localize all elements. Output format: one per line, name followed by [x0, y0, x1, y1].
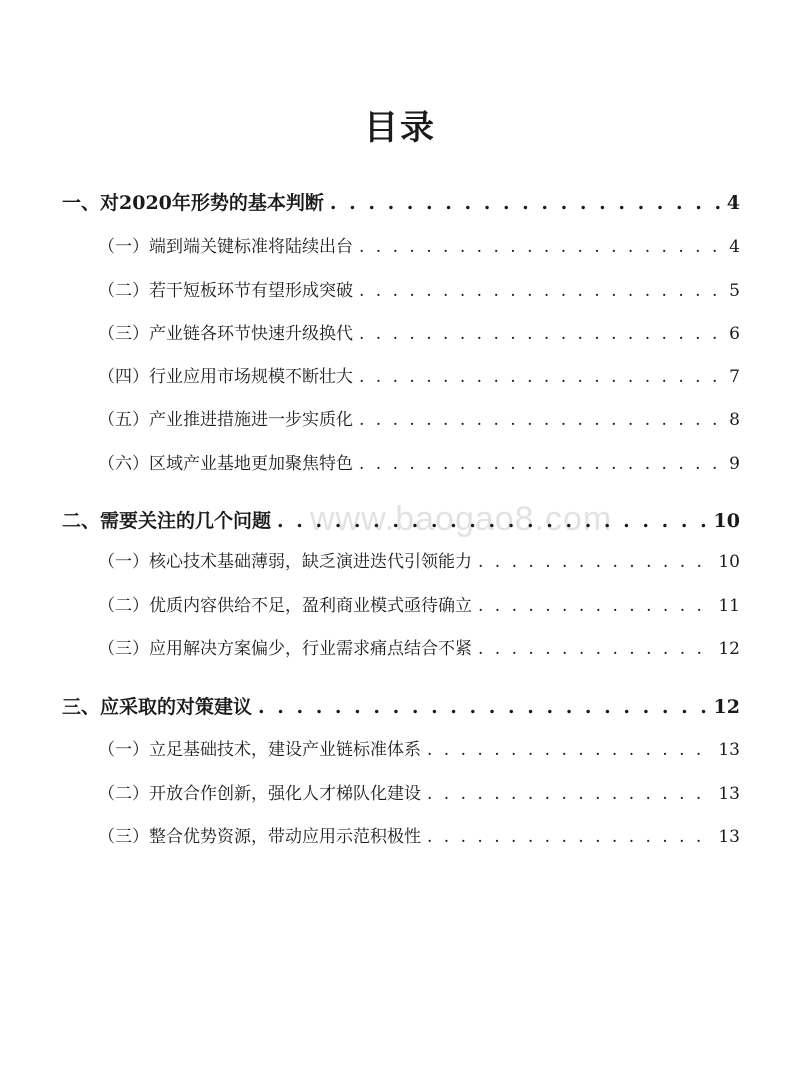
dot-leader [478, 552, 712, 572]
toc-entry-section-2[interactable] [62, 506, 740, 533]
dot-leader [330, 192, 721, 214]
toc-page-number: 12 [713, 696, 740, 718]
toc-entry-label: （二）若干短板环节有望形成突破 [98, 281, 353, 301]
toc-entry-3-3[interactable] [62, 822, 740, 847]
toc-page-number: 5 [729, 281, 740, 301]
dot-leader [277, 510, 708, 532]
dot-leader [427, 740, 712, 760]
toc-entry-label: （一）端到端关键标准将陆续出台 [98, 237, 353, 257]
toc-entry-1-4[interactable] [62, 362, 740, 387]
toc-entry-1-1[interactable] [62, 232, 740, 257]
dot-leader [478, 596, 712, 616]
dot-leader [359, 237, 723, 257]
page-title: 目录 [364, 108, 436, 148]
toc-page-number: 7 [729, 367, 740, 387]
toc-entry-1-2[interactable] [62, 276, 740, 301]
toc-entry-label: （二）开放合作创新，强化人才梯队化建设 [98, 784, 421, 804]
toc-entry-label: （二）优质内容供给不足，盈利商业模式亟待确立 [98, 596, 472, 616]
dot-leader [478, 639, 712, 659]
toc-page-number: 12 [718, 639, 740, 659]
toc-page-number: 6 [729, 324, 740, 344]
toc-page-number: 13 [718, 740, 740, 760]
watermark: www.baogao8.com [310, 500, 613, 538]
toc-entry-2-3[interactable] [62, 634, 740, 659]
toc-entry-3-1[interactable] [62, 735, 740, 760]
dot-leader [359, 454, 723, 474]
toc-entry-label: （一）立足基础技术，建设产业链标准体系 [98, 740, 421, 760]
toc-page-number: 8 [729, 410, 740, 430]
toc-entry-2-1[interactable] [62, 547, 740, 572]
toc-entry-label: 三、应采取的对策建议 [62, 696, 253, 718]
dot-leader [359, 367, 723, 387]
dot-leader [427, 784, 712, 804]
toc-page-number: 9 [729, 454, 740, 474]
toc-entry-section-3[interactable] [62, 692, 740, 719]
toc-entry-label: （一）核心技术基础薄弱，缺乏演进迭代引领能力 [98, 552, 472, 572]
toc-page-number: 4 [729, 237, 740, 257]
dot-leader [427, 827, 712, 847]
toc-entry-label: （六）区域产业基地更加聚焦特色 [98, 454, 353, 474]
toc-entry-1-5[interactable] [62, 405, 740, 430]
toc-entry-label: 一、对2020年形势的基本判断 [62, 192, 324, 214]
toc-entry-label: （三）整合优势资源，带动应用示范积极性 [98, 827, 421, 847]
dot-leader [359, 410, 723, 430]
toc-entry-3-2[interactable] [62, 779, 740, 804]
dot-leader [359, 324, 723, 344]
toc-page-number: 4 [726, 192, 740, 214]
dot-leader [258, 696, 708, 718]
toc-entry-section-1[interactable] [62, 188, 740, 215]
toc-page-number: 13 [718, 827, 740, 847]
toc-page-number: 11 [718, 596, 740, 616]
toc-entry-2-2[interactable] [62, 591, 740, 616]
toc-entry-label: （三）应用解决方案偏少，行业需求痛点结合不紧 [98, 639, 472, 659]
dot-leader [359, 281, 723, 301]
toc-page-number: 13 [718, 784, 740, 804]
toc-entry-1-3[interactable] [62, 319, 740, 344]
toc-entry-1-6[interactable] [62, 449, 740, 474]
toc-entry-label: 二、需要关注的几个问题 [62, 510, 272, 532]
toc-entry-label: （四）行业应用市场规模不断壮大 [98, 367, 353, 387]
toc-page-number: 10 [713, 510, 740, 532]
toc-page-number: 10 [718, 552, 740, 572]
toc-entry-label: （五）产业推进措施进一步实质化 [98, 410, 353, 430]
toc-entry-label: （三）产业链各环节快速升级换代 [98, 324, 353, 344]
